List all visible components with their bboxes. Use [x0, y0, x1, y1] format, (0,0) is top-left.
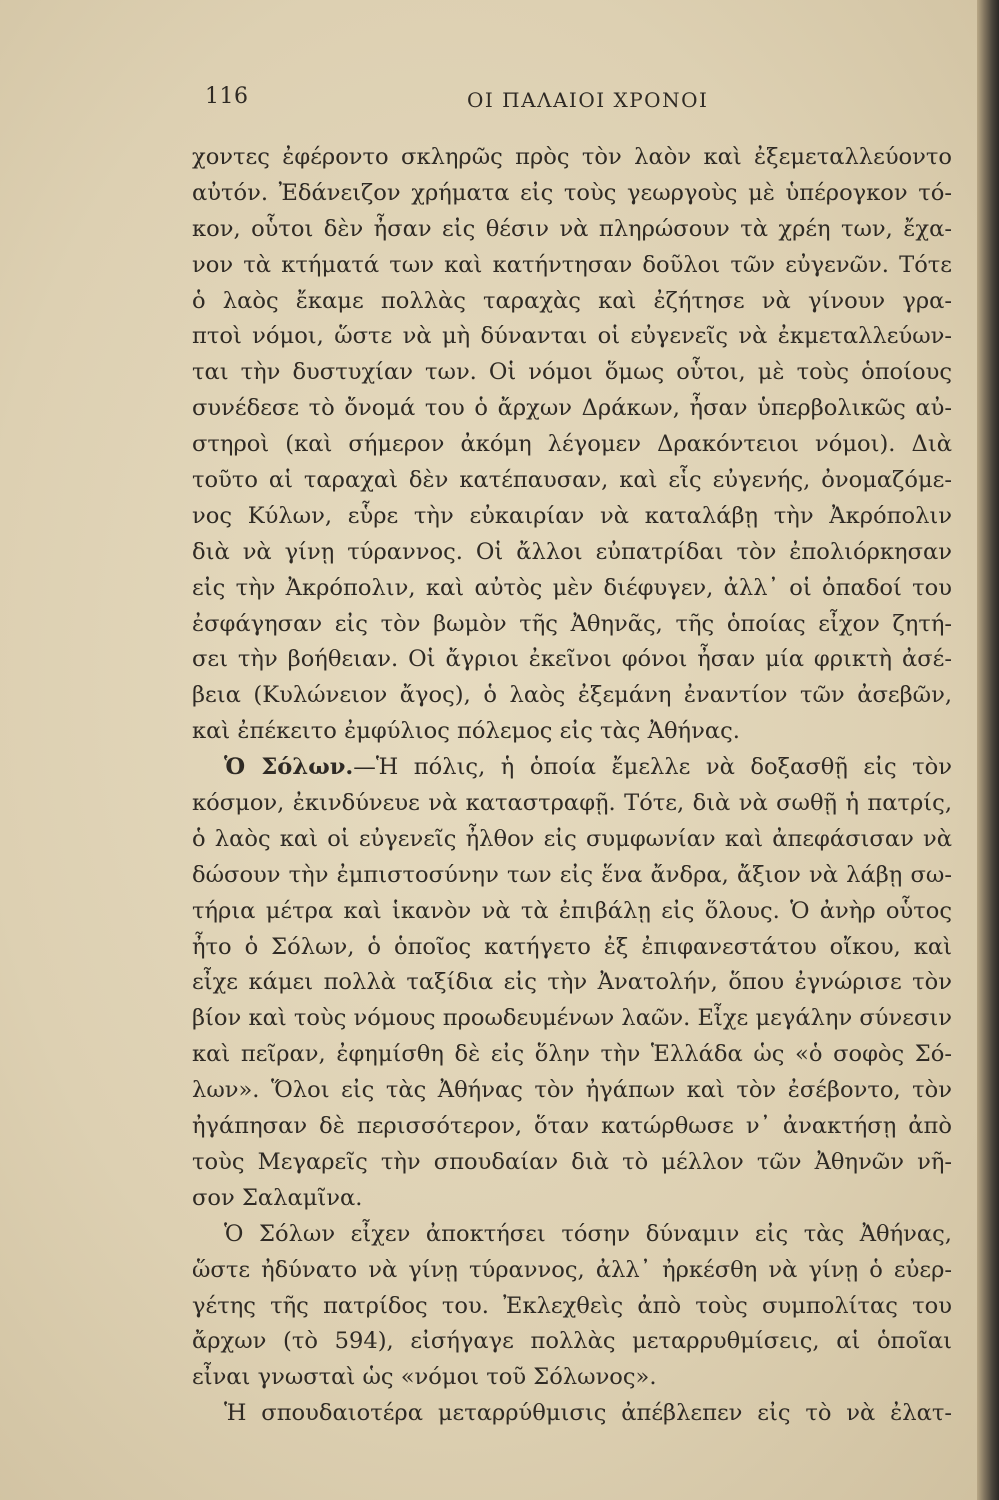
line-text: ὁ λαὸς καὶ οἱ εὐγενεῖς ἦλθον εἰς συμφωνίαν καὶ ἀπεφάσισαν νὰ: [192, 825, 952, 852]
line-text: εἶχε κάμει πολλὰ ταξίδια εἰς τὴν Ἀνατολήν, ὅπου ἐγνώρισε τὸν: [192, 969, 952, 996]
text-line: [192, 607, 952, 643]
text-line: [192, 678, 952, 714]
text-line: [192, 894, 952, 930]
line-text: ὁ λαὸς ἔκαμε πολλὰς ταραχὰς καὶ ἐζήτησε νὰ γίνουν γρα-: [192, 287, 952, 314]
text-line: [192, 355, 952, 391]
line-text: νος Κύλων, εὗρε τὴν εὐκαιρίαν νὰ καταλάβῃ τὴν Ἀκρόπολιν: [192, 502, 952, 529]
page-number: 116: [205, 84, 249, 109]
running-head: [205, 84, 945, 120]
text-line: [192, 571, 952, 607]
line-text: δώσουν τὴν ἐμπιστοσύνην των εἰς ἕνα ἄνδρα, ἄξιον νὰ λάβῃ σω-: [192, 861, 952, 888]
text-line: [192, 1396, 952, 1432]
text-line: [192, 1109, 952, 1145]
text-line: [192, 319, 952, 355]
book-binding-edge: [977, 0, 999, 1500]
line-text: στηροὶ (καὶ σήμερον ἀκόμη λέγομεν Δρακόντειοι νόμοι). Διὰ: [192, 431, 952, 458]
line-text: κόσμον, ἐκινδύνευε νὰ καταστραφῇ. Τότε, διὰ νὰ σωθῇ ἡ πατρίς,: [192, 790, 952, 817]
text-line: [192, 822, 952, 858]
line-text: γέτης τῆς πατρίδος του. Ἐκλεχθεὶς ἀπὸ τοὺς συμπολίτας του: [192, 1292, 952, 1319]
line-text: βεια (Κυλώνειον ἄγος), ὁ λαὸς ἐξεμάνη ἐναντίον τῶν ἀσεβῶν,: [192, 682, 952, 709]
text-line: [192, 858, 952, 894]
text-line: [192, 786, 952, 822]
line-text: λων». Ὅλοι εἰς τὰς Ἀθήνας τὸν ἠγάπων καὶ τὸν ἐσέβοντο, τὸν: [192, 1077, 952, 1104]
line-text: σον Σαλαμῖνα.: [192, 1184, 363, 1211]
body-text: [192, 140, 952, 1432]
text-line: [192, 1360, 952, 1396]
text-line: [192, 930, 952, 966]
line-text: τοὺς Μεγαρεῖς τὴν σπουδαίαν διὰ τὸ μέλλον τῶν Ἀθηνῶν νῆ-: [192, 1148, 952, 1175]
text-line: [192, 212, 952, 248]
line-text: καὶ ἐπέκειτο ἐμφύλιος πόλεμος εἰς τὰς Ἀθήνας.: [192, 718, 740, 745]
text-line: [192, 714, 952, 750]
text-line: [192, 391, 952, 427]
text-line: [192, 1001, 952, 1037]
text-line: [192, 1037, 952, 1073]
text-line: [192, 463, 952, 499]
line-text: ἐσφάγησαν εἰς τὸν βωμὸν τῆς Ἀθηνᾶς, τῆς ὁποίας εἶχον ζητή-: [192, 610, 952, 637]
line-text: ἄρχων (τὸ 594), εἰσήγαγε πολλὰς μεταρρυθμίσεις, αἱ ὁποῖαι: [192, 1328, 952, 1355]
text-line: [192, 248, 952, 284]
book-title: ΟΙ ΠΑΛΑΙΟΙ ΧΡΟΝΟΙ: [467, 88, 709, 112]
text-line: [192, 176, 952, 212]
line-text: χοντες ἐφέροντο σκληρῶς πρὸς τὸν λαὸν καὶ ἐξεμεταλλεύοντο: [192, 144, 952, 170]
line-text: καὶ πεῖραν, ἐφημίσθη δὲ εἰς ὅλην τὴν Ἑλλάδα ὡς «ὁ σοφὸς Σό-: [192, 1041, 952, 1068]
text-line: [192, 1253, 952, 1289]
line-text: Ὁ Σόλων εἶχεν ἀποκτήσει τόσην δύναμιν εἰς τὰς Ἀθήνας,: [224, 1220, 952, 1247]
line-text: εἶναι γνωσταὶ ὡς «νόμοι τοῦ Σόλωνος».: [192, 1364, 657, 1391]
line-text: ἠγάπησαν δὲ περισσότερον, ὅταν κατώρθωσε ν᾽ ἀνακτήσῃ ἀπὸ: [192, 1113, 952, 1140]
line-text: κον, οὗτοι δὲν ἦσαν εἰς θέσιν νὰ πληρώσουν τὰ χρέη των, ἔχα-: [192, 215, 952, 242]
text-line: [192, 750, 952, 786]
text-line: [192, 642, 952, 678]
text-line: [192, 140, 952, 176]
line-text: σει τὴν βοήθειαν. Οἱ ἄγριοι ἐκεῖνοι φόνοι ἦσαν μία φρικτὴ ἀσέ-: [192, 646, 952, 673]
text-line: [192, 535, 952, 571]
line-text: Ἡ σπουδαιοτέρα μεταρρύθμισις ἀπέβλεπεν εἰς τὸ νὰ ἐλατ-: [224, 1400, 952, 1427]
line-text: ὥστε ἠδύνατο νὰ γίνῃ τύραννος, ἀλλ᾽ ἠρκέσθη νὰ γίνῃ ὁ εὐερ-: [192, 1256, 952, 1283]
text-line: [192, 1073, 952, 1109]
line-text: ται τὴν δυστυχίαν των. Οἱ νόμοι ὅμως οὗτοι, μὲ τοὺς ὁποίους: [192, 359, 952, 386]
text-line: [192, 1324, 952, 1360]
line-text: νον τὰ κτήματά των καὶ κατήντησαν δοῦλοι τῶν εὐγενῶν. Τότε: [192, 251, 952, 278]
line-text: ἦτο ὁ Σόλων, ὁ ὁποῖος κατήγετο ἐξ ἐπιφανεστάτου οἴκου, καὶ: [192, 933, 952, 960]
line-text: εἰς τὴν Ἀκρόπολιν, καὶ αὐτὸς μὲν διέφυγεν, ἀλλ᾽ οἱ ὀπαδοί του: [192, 574, 952, 601]
line-text: πτοὶ νόμοι, ὥστε νὰ μὴ δύνανται οἱ εὐγενεῖς νὰ ἐκμεταλλεύων-: [192, 323, 952, 350]
line-text: συνέδεσε τὸ ὄνομά του ὁ ἄρχων Δράκων, ἦσαν ὑπερβολικῶς αὐ-: [192, 395, 952, 422]
text-line: [192, 499, 952, 535]
text-line: [192, 1145, 952, 1181]
line-text: τήρια μέτρα καὶ ἱκανὸν νὰ τὰ ἐπιβάλῃ εἰς ὅλους. Ὁ ἀνὴρ οὗτος: [192, 897, 952, 924]
text-line: [192, 1289, 952, 1325]
text-line: [192, 1217, 952, 1253]
line-text: —Ἡ πόλις, ἡ ὁποία ἔμελλε νὰ δοξασθῇ εἰς τὸν: [353, 754, 952, 781]
text-line: [192, 1181, 952, 1217]
text-line: [192, 284, 952, 320]
section-heading: Ὁ Σόλων.: [224, 754, 354, 781]
text-line: [192, 427, 952, 463]
text-line: [192, 965, 952, 1001]
line-text: αὐτόν. Ἐδάνειζον χρήματα εἰς τοὺς γεωργοὺς μὲ ὑπέρογκον τό-: [192, 179, 952, 206]
line-text: βίον καὶ τοὺς νόμους προωδευμένων λαῶν. Εἶχε μεγάλην σύνεσιν: [192, 1005, 952, 1032]
line-text: διὰ νὰ γίνῃ τύραννος. Οἱ ἄλλοι εὐπατρίδαι τὸν ἐπολιόρκησαν: [192, 538, 952, 565]
line-text: τοῦτο αἱ ταραχαὶ δὲν κατέπαυσαν, καὶ εἷς εὐγενής, ὀνομαζόμε-: [192, 467, 952, 494]
